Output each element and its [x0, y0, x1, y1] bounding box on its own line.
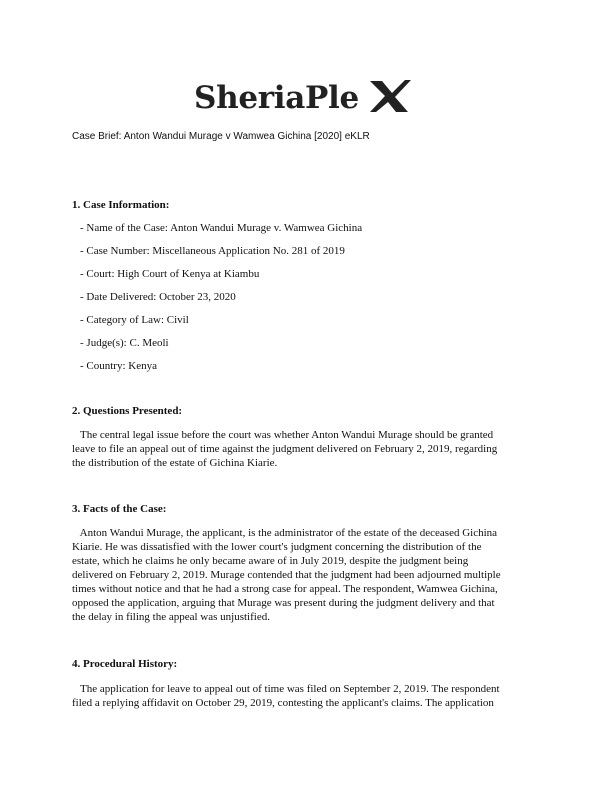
paragraph-line: opposed the application, arguing that Murage was present during the judgment delivery and that [72, 597, 495, 609]
facts-paragraph [72, 526, 542, 624]
section-heading-questions-presented: 2. Questions Presented: [72, 405, 183, 417]
section-heading-case-information: 1. Case Information: [72, 199, 170, 211]
case-info-item: - Country: Kenya [80, 360, 157, 372]
case-brief-title: Case Brief: Anton Wandui Murage v Wamwea Gichina [2020] eKLR [72, 131, 370, 142]
paragraph-line: Kiarie. He was dissatisfied with the lower court's judgment concerning the distribution of the [72, 541, 482, 553]
paragraph-line: times without notice and that he had a strong case for appeal. The respondent, Wamwea Gichina, [72, 583, 498, 595]
case-info-item: - Court: High Court of Kenya at Kiambu [80, 268, 260, 280]
section-heading-facts: 3. Facts of the Case: [72, 503, 167, 515]
sheriaplex-logo [194, 74, 424, 124]
logo-text: SheriaPle [194, 80, 359, 116]
paragraph-line: The application for leave to appeal out of time was filed on September 2, 2019. The respondent [72, 683, 500, 695]
paragraph-line: estate, which he claims he only became aware of in July 2019, despite the judgment being [72, 555, 469, 567]
procedural-paragraph [72, 682, 542, 710]
x-mark-icon [368, 79, 412, 113]
questions-paragraph [72, 428, 542, 470]
paragraph-line: the delay in filing the appeal was unjustified. [72, 611, 270, 623]
case-info-item: - Name of the Case: Anton Wandui Murage v. Wamwea Gichina [80, 222, 363, 234]
case-info-item: - Judge(s): C. Meoli [80, 337, 169, 349]
case-info-item: - Date Delivered: October 23, 2020 [80, 291, 236, 303]
paragraph-line: delivered on February 2, 2019. Murage contended that the judgment had been adjourned multiple [72, 569, 501, 581]
case-info-item: - Category of Law: Civil [80, 314, 189, 326]
paragraph-line: filed a replying affidavit on October 29, 2019, contesting the applicant's claims. The application [72, 697, 494, 709]
section-heading-procedural-history: 4. Procedural History: [72, 658, 178, 670]
case-info-item: - Case Number: Miscellaneous Application No. 281 of 2019 [80, 245, 345, 257]
paragraph-line: leave to file an appeal out of time against the judgment delivered on February 2, 2019, regarding [72, 443, 498, 455]
paragraph-line: Anton Wandui Murage, the applicant, is the administrator of the estate of the deceased Gichina [72, 527, 498, 539]
paragraph-line: the distribution of the estate of Gichina Kiarie. [72, 457, 278, 469]
paragraph-line: The central legal issue before the court was whether Anton Wandui Murage should be granted [72, 429, 494, 441]
